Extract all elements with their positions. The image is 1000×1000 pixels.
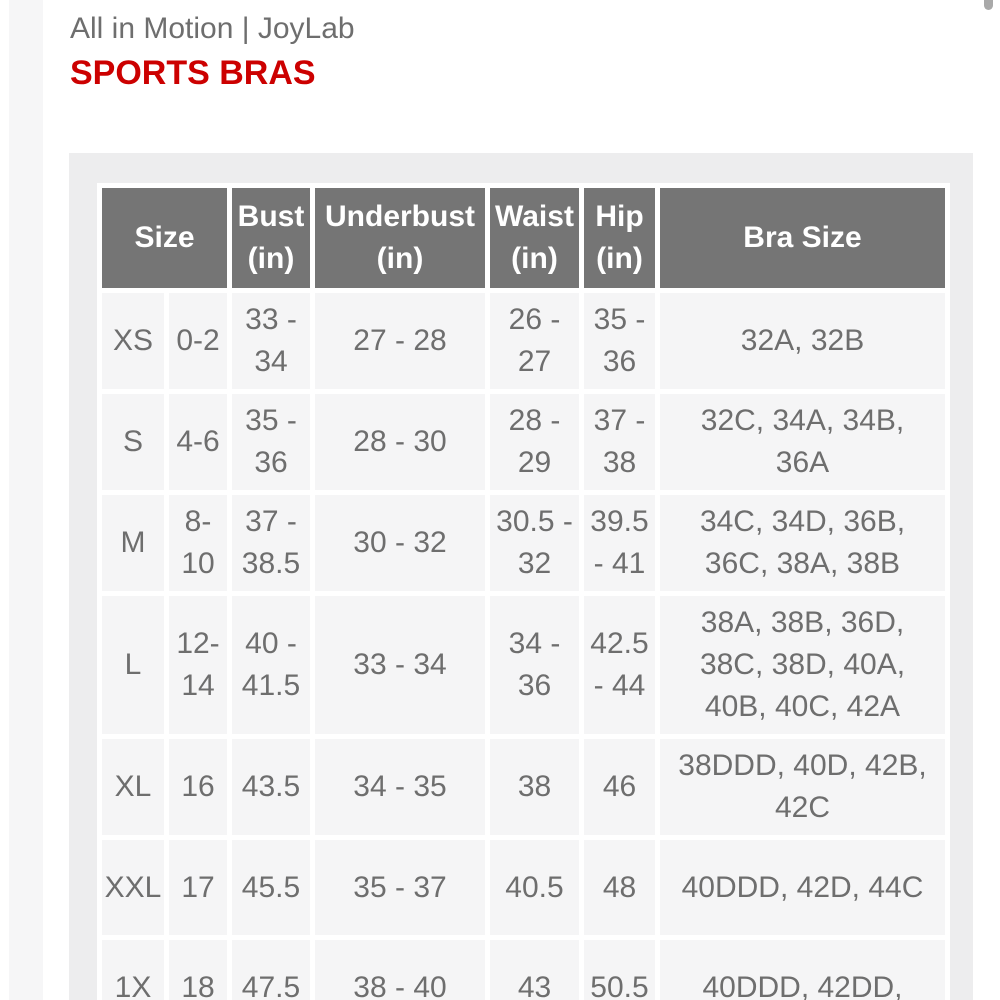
page-title: SPORTS BRAS	[70, 54, 316, 92]
brand-line: All in Motion | JoyLab	[70, 12, 355, 45]
hip-cell: 48	[584, 840, 655, 935]
bra-size-cell: 34C, 34D, 36B, 36C, 38A, 38B	[660, 495, 945, 591]
size-letter-cell: XS	[102, 293, 164, 389]
table-row	[102, 394, 945, 490]
waist-cell: 30.5 - 32	[490, 495, 579, 591]
size-number-cell: 16	[169, 739, 227, 835]
size-number-cell: 12-14	[169, 596, 227, 734]
underbust-cell: 27 - 28	[315, 293, 485, 389]
bust-cell: 47.5	[232, 940, 310, 1000]
bust-cell: 35 - 36	[232, 394, 310, 490]
waist-cell: 26 - 27	[490, 293, 579, 389]
bra-size-cell: 38A, 38B, 36D, 38C, 38D, 40A, 40B, 40C, 42A	[660, 596, 945, 734]
table-row	[102, 596, 945, 734]
size-number-cell: 0-2	[169, 293, 227, 389]
bra-size-cell: 32C, 34A, 34B, 36A	[660, 394, 945, 490]
bra-size-cell: 32A, 32B	[660, 293, 945, 389]
size-chart-table	[97, 183, 950, 1000]
size-letter-cell: L	[102, 596, 164, 734]
waist-cell: 34 - 36	[490, 596, 579, 734]
hip-cell: 39.5 - 41	[584, 495, 655, 591]
col-header-waist: Waist (in)	[490, 188, 579, 288]
underbust-cell: 35 - 37	[315, 840, 485, 935]
underbust-cell: 34 - 35	[315, 739, 485, 835]
table-row	[102, 840, 945, 935]
bust-cell: 33 - 34	[232, 293, 310, 389]
waist-cell: 38	[490, 739, 579, 835]
size-chart-container	[69, 153, 973, 1000]
size-letter-cell: 1X	[102, 940, 164, 1000]
table-row	[102, 495, 945, 591]
hip-cell: 37 - 38	[584, 394, 655, 490]
bust-cell: 45.5	[232, 840, 310, 935]
page-left-strip	[9, 0, 43, 1000]
bra-size-cell: 38DDD, 40D, 42B, 42C	[660, 739, 945, 835]
size-number-cell: 8-10	[169, 495, 227, 591]
bra-size-cell: 40DDD, 42DD,	[660, 940, 945, 1000]
table-row	[102, 739, 945, 835]
underbust-cell: 38 - 40	[315, 940, 485, 1000]
size-number-cell: 18	[169, 940, 227, 1000]
scrollbar-thumb[interactable]	[984, 0, 993, 10]
waist-cell: 40.5	[490, 840, 579, 935]
col-header-bra-size: Bra Size	[660, 188, 945, 288]
underbust-cell: 30 - 32	[315, 495, 485, 591]
col-header-bust: Bust (in)	[232, 188, 310, 288]
table-row	[102, 293, 945, 389]
size-number-cell: 17	[169, 840, 227, 935]
col-header-size: Size	[102, 188, 227, 288]
bust-cell: 40 - 41.5	[232, 596, 310, 734]
col-header-underbust: Underbust (in)	[315, 188, 485, 288]
hip-cell: 50.5	[584, 940, 655, 1000]
header-row	[102, 188, 945, 288]
bust-cell: 37 - 38.5	[232, 495, 310, 591]
size-letter-cell: S	[102, 394, 164, 490]
bust-cell: 43.5	[232, 739, 310, 835]
bra-size-cell: 40DDD, 42D, 44C	[660, 840, 945, 935]
hip-cell: 35 - 36	[584, 293, 655, 389]
waist-cell: 28 - 29	[490, 394, 579, 490]
table-row	[102, 940, 945, 1000]
underbust-cell: 28 - 30	[315, 394, 485, 490]
hip-cell: 42.5 - 44	[584, 596, 655, 734]
size-number-cell: 4-6	[169, 394, 227, 490]
size-letter-cell: M	[102, 495, 164, 591]
underbust-cell: 33 - 34	[315, 596, 485, 734]
col-header-hip: Hip (in)	[584, 188, 655, 288]
waist-cell: 43	[490, 940, 579, 1000]
size-letter-cell: XL	[102, 739, 164, 835]
size-letter-cell: XXL	[102, 840, 164, 935]
hip-cell: 46	[584, 739, 655, 835]
